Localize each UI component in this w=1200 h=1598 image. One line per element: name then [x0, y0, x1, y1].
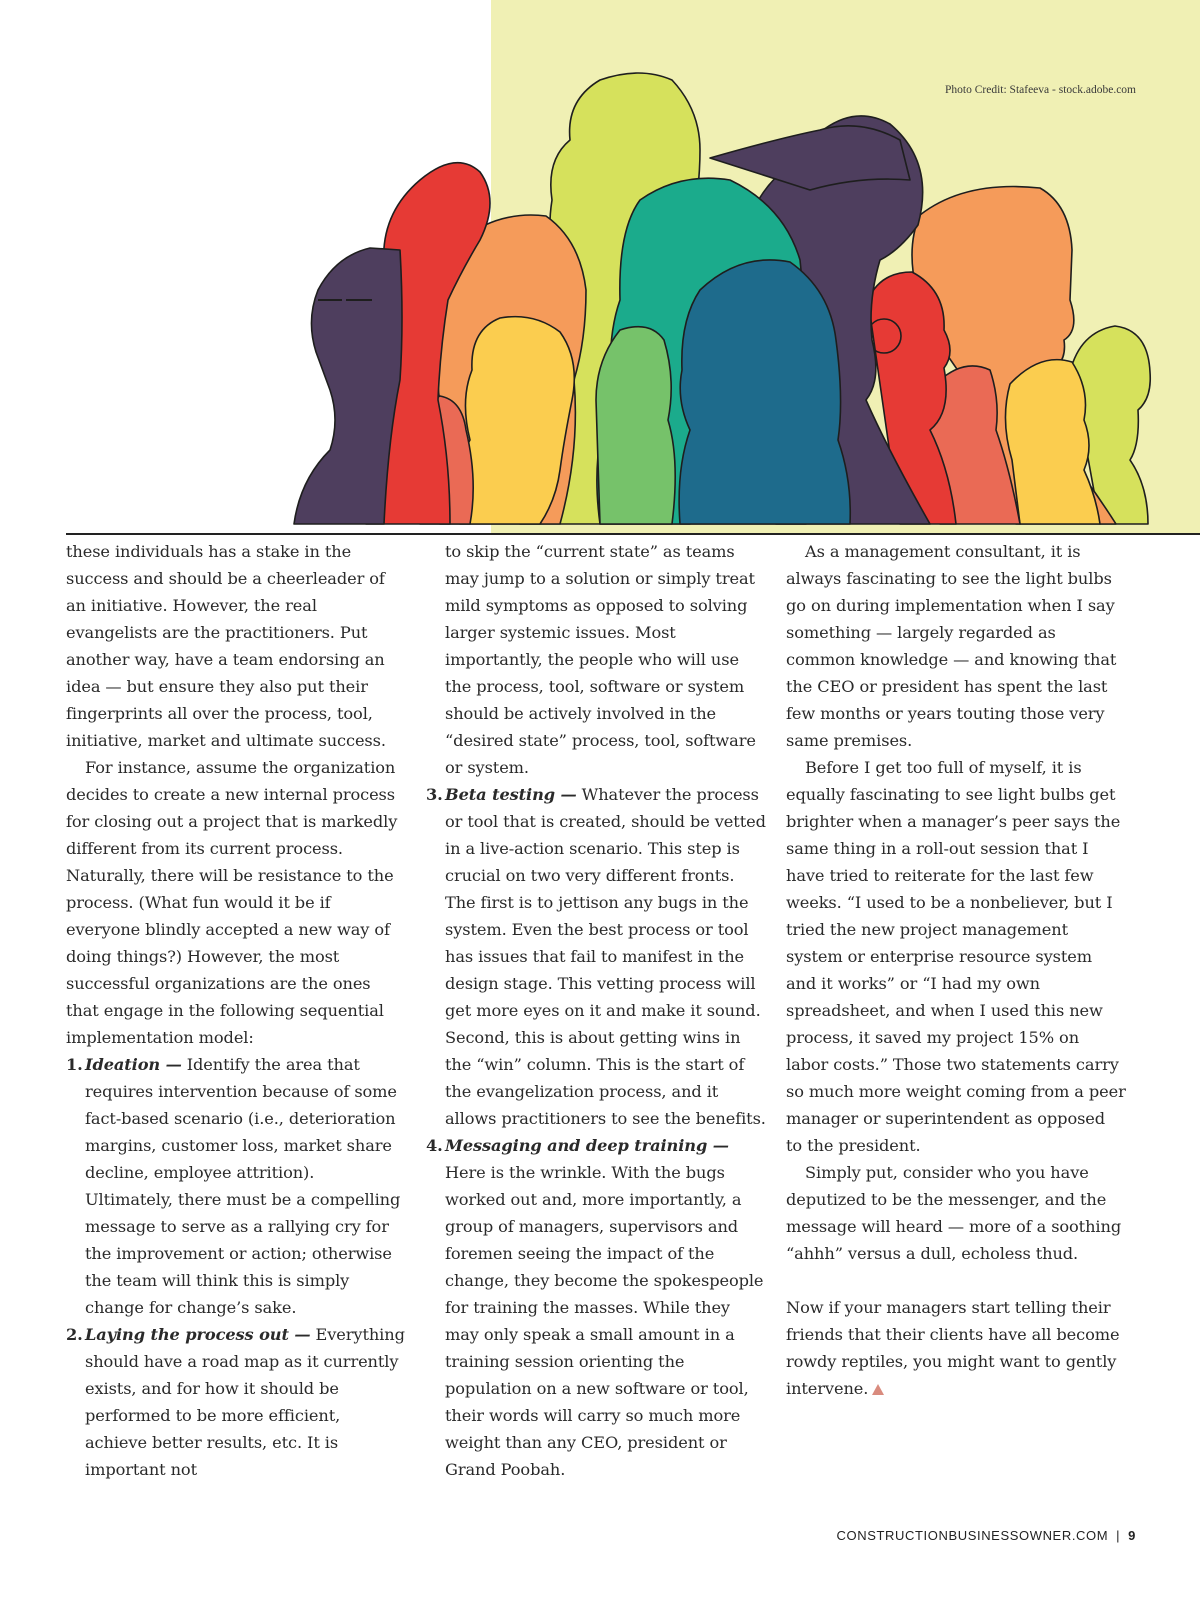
paragraph-gap — [786, 1267, 1126, 1294]
list-term: Beta testing — — [445, 785, 577, 804]
hero-illustration — [0, 0, 1200, 534]
paragraph: For instance, assume the organization decides to create a new internal process for closing out a project that is markedly different from its current process. Naturally, there will be resistance to the process. (What fun would it be if everyone blindly accepted a new way of doing things?) However, the most successful organizations are the ones that engage in the following sequential implementation model: — [66, 758, 398, 1047]
paragraph: to skip the “current state” as teams may jump to a solution or simply treat mild symptoms as opposed to solving larger systemic issues. Most importantly, the people who will use the process, tool, software or system should be actively involved in the “desired state” process, tool, software or system. — [445, 542, 756, 777]
list-number: 4. — [426, 1136, 443, 1155]
list-term: Ideation — — [85, 1055, 182, 1074]
paragraph: Simply put, consider who you have deputized to be the messenger, and the message will heard — more of a soothing “ahhh” versus a dull, echoless thud. — [786, 1163, 1122, 1263]
site-name: CONSTRUCTIONBUSINESSOWNER.COM — [836, 1528, 1109, 1543]
paragraph-text: Now if your managers start telling their friends that their clients have all become rowdy reptiles, you might want to gently intervene. — [786, 1298, 1120, 1398]
column-2 — [426, 538, 766, 1483]
list-item — [426, 1132, 766, 1483]
list-number: 2. — [66, 1325, 83, 1344]
list-item — [66, 1051, 406, 1321]
silhouette-purple-glasses — [294, 248, 402, 524]
list-text: Identify the area that requires intervention because of some fact-based scenario (i.e., deterioration margins, customer loss, market share decline, employee attrition). Ultimately, there must be a compelling message to serve as a rallying cry for the improvement or action; otherwise the team will think this is simply change for change’s sake. — [85, 1055, 401, 1317]
photo-credit: Photo Credit: Stafeeva - stock.adobe.com — [945, 84, 1136, 96]
column-1 — [66, 538, 406, 1483]
list-text: Whatever the process or tool that is created, should be vetted in a live-action scenario. This step is crucial on two very different fronts. The first is to jettison any bugs in the system. Even the best process or tool has issues that fail to manifest in the design stage. This vetting process will get more eyes on it and make it sound. Second, this is about getting wins in the “win” column. This is the start of the evangelization process, and it allows practitioners to see the benefits. — [445, 785, 766, 1128]
end-mark-icon — [872, 1384, 884, 1395]
list-text: Everything should have a road map as it currently exists, and for how it should be performed to be more efficient, achieve better results, etc. It is important not — [85, 1325, 405, 1479]
list-item — [66, 1321, 406, 1483]
closing-paragraph — [786, 1294, 1126, 1402]
column-3 — [786, 538, 1126, 1402]
section-divider — [66, 533, 1200, 535]
list-number: 1. — [66, 1055, 83, 1074]
list-number: 3. — [426, 785, 443, 804]
silhouette-green — [596, 327, 675, 524]
list-term: Laying the process out — — [85, 1325, 311, 1344]
page-number: 9 — [1128, 1528, 1136, 1543]
list-item — [426, 781, 766, 1132]
page-footer — [700, 1528, 1136, 1543]
paragraph: Before I get too full of myself, it is equally fascinating to see light bulbs get brighter when a manager’s peer says the same thing in a roll-out session that I have tried to reiterate for the last few weeks. “I used to be a nonbeliever, but I tried the new project management system or enterprise resource system and it works” or “I had my own spreadsheet, and when I used this new process, it saved my project 15% on labor costs.” Those two statements carry so much more weight coming from a peer manager or superintendent as opposed to the president. — [786, 758, 1126, 1155]
silhouette-blue-braids — [679, 260, 850, 524]
paragraph: these individuals has a stake in the success and should be a cheerleader of an initiative. However, the real evangelists are the practitioners. Put another way, have a team endorsing an idea — but ensure they also put their fingerprints all over the process, tool, initiative, market and ultimate success. — [66, 542, 386, 750]
list-text: Here is the wrinkle. With the bugs worked out and, more importantly, a group of managers, supervisors and foremen seeing the impact of the change, they become the spokespeople for training the masses. While they may only speak a small amount in a training session orienting the population on a new software or tool, their words will carry so much more weight than any CEO, president or Grand Poobah. — [445, 1163, 764, 1479]
list-term: Messaging and deep training — — [445, 1136, 729, 1155]
footer-separator: | — [1116, 1528, 1121, 1543]
paragraph: As a management consultant, it is always fascinating to see the light bulbs go on during implementation when I say something — largely regarded as common knowledge — and knowing that the CEO or president has spent the last few months or years touting those very same premises. — [786, 542, 1117, 750]
people-silhouettes-icon — [0, 0, 1200, 534]
